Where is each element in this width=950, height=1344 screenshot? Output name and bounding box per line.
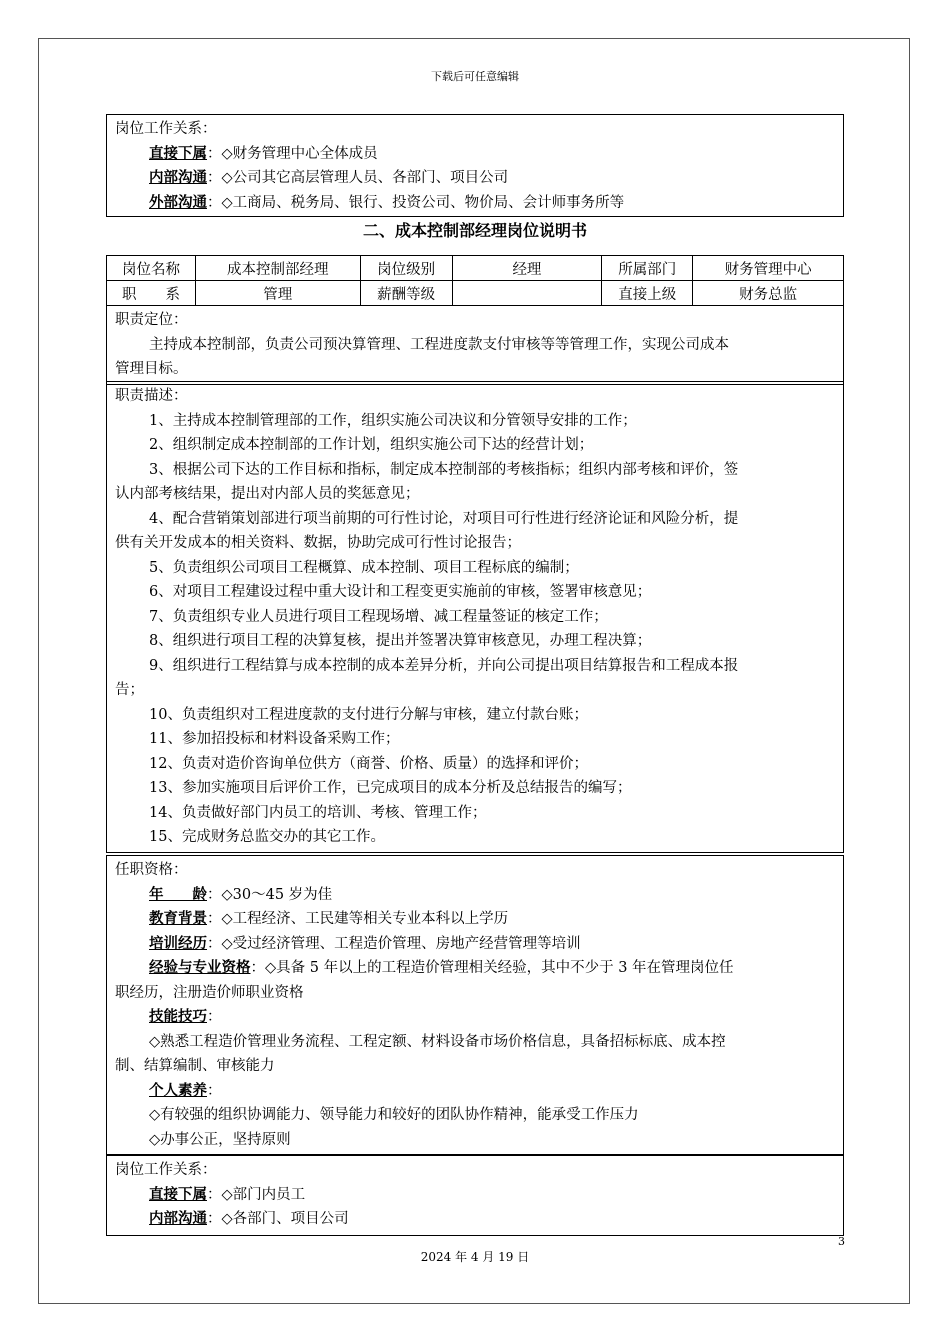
qual-label: 教育背景 <box>149 910 207 927</box>
duty-line: 供有关开发成本的相关资料、数据，协助完成可行性讨论报告； <box>115 535 521 551</box>
bottom-relation-row <box>107 1207 843 1232</box>
duty-line: 8、组织进行项目工程的决算复核，提出并签署决算审核意见，办理工程决算； <box>149 633 652 649</box>
relation-text: ：◇财务管理中心全体成员 <box>207 145 378 162</box>
duty-line: 2、组织制定成本控制部的工作计划，组织实施公司下达的经营计划； <box>149 437 594 453</box>
qualifications-box <box>106 855 844 1155</box>
positioning-line: 主持成本控制部，负责公司预决算管理、工程进度款支付审核等等管理工作，实现公司成本 <box>149 336 729 353</box>
qual-experience-cont: 职经历，注册造价师职业资格 <box>115 984 304 1001</box>
qual-text: ：◇受过经济管理、工程造价管理、房地产经营管理等培训 <box>207 935 581 952</box>
qual-label: 年 龄 <box>149 885 207 903</box>
qual-experience <box>107 956 843 981</box>
info-cell: 经理 <box>452 256 602 281</box>
duty-line: 4、配合营销策划部进行项当前期的可行性讨论，对项目可行性进行经济论证和风险分析，提 <box>149 510 739 527</box>
qual-text: ：◇具备 5 年以上的工程造价管理相关经验，其中不少于 3 年在管理岗位任 <box>250 960 734 976</box>
relation-text: ：◇公司其它高层管理人员、各部门、项目公司 <box>207 170 509 186</box>
qual-skills <box>107 1005 843 1030</box>
info-table <box>106 255 844 306</box>
qual-colon: ： <box>207 1009 222 1025</box>
duty-line: 6、对项目工程建设过程中重大设计和工程变更实施前的审核，签署审核意见； <box>149 584 652 600</box>
duty-line: 15、完成财务总监交办的其它工作。 <box>149 829 385 845</box>
qual-quality-line: ◇办事公正，坚持原则 <box>149 1131 291 1148</box>
info-cell: 管理 <box>195 281 360 306</box>
top-relation-row <box>107 191 843 216</box>
relation-label: 直接下属 <box>149 144 207 162</box>
qualifications-heading: 任职资格： <box>115 862 188 878</box>
relation-label: 内部沟通 <box>149 169 207 186</box>
duties-heading: 职责描述： <box>115 388 188 404</box>
info-cell: 成本控制部经理 <box>195 256 360 281</box>
bottom-relations-box <box>106 1155 844 1236</box>
relation-text: ：◇各部门、项目公司 <box>207 1211 349 1227</box>
info-row <box>107 256 844 281</box>
qual-text: ：◇工程经济、工民建等相关专业本科以上学历 <box>207 911 509 927</box>
positioning-line: 管理目标。 <box>115 361 188 377</box>
info-cell: 财务管理中心 <box>693 256 844 281</box>
relation-text: ：◇工商局、税务局、银行、投资公司、物价局、会计师事务所等 <box>207 194 625 211</box>
relation-label: 直接下属 <box>149 1185 207 1203</box>
section-title: 二、成本控制部经理岗位说明书 <box>362 221 587 240</box>
duty-line: 13、参加实施项目后评价工作，已完成项目的成本分析及总结报告的编写； <box>149 780 632 796</box>
qual-training <box>107 932 843 957</box>
duty-line: 7、负责组织专业人员进行项目工程现场增、减工程量签证的核定工作； <box>149 608 608 625</box>
duty-line: 12、负责对造价咨询单位供方（商誉、价格、质量）的选择和评价； <box>149 755 588 772</box>
duty-line: 14、负责做好部门内员工的培训、考核、管理工作； <box>149 804 487 821</box>
info-cell: 财务总监 <box>693 281 844 306</box>
qual-quality <box>107 1079 843 1104</box>
qual-education <box>107 907 843 932</box>
bottom-relations-heading: 岗位工作关系： <box>115 1162 217 1178</box>
top-relation-row <box>107 142 843 167</box>
info-cell: 薪酬等级 <box>360 281 452 306</box>
info-cell: 直接上级 <box>602 281 693 306</box>
positioning-heading: 职责定位： <box>115 312 188 328</box>
positioning-box <box>106 305 844 385</box>
duty-line: 3、根据公司下达的工作目标和指标，制定成本控制部的考核指标；组织内部考核和评价，签 <box>149 461 739 478</box>
qual-text: ：◇30～45 岁为佳 <box>207 886 333 903</box>
relation-text: ：◇部门内员工 <box>207 1186 306 1203</box>
duty-line: 9、组织进行工程结算与成本控制的成本差异分析，并向公司提出项目结算报告和工程成本报 <box>149 657 739 674</box>
qual-label: 技能技巧 <box>149 1008 207 1025</box>
top-relations-box <box>106 114 844 217</box>
info-cell: 所属部门 <box>602 256 693 281</box>
duty-line: 1、主持成本控制管理部的工作，组织实施公司决议和分管领导安排的工作； <box>149 412 637 429</box>
duty-line: 10、负责组织对工程进度款的支付进行分解与审核，建立付款台账； <box>149 706 588 723</box>
qual-colon: ： <box>207 1082 222 1099</box>
relation-label: 内部沟通 <box>149 1210 207 1227</box>
duty-line: 告； <box>115 682 144 698</box>
info-cell: 职 系 <box>107 281 196 306</box>
footer-date: 2024 年 4 月 19 日 <box>420 1250 530 1264</box>
qual-label: 经验与专业资格 <box>149 959 251 976</box>
top-relations-heading: 岗位工作关系： <box>115 121 217 137</box>
info-row <box>107 281 844 306</box>
info-cell: 岗位级别 <box>360 256 452 281</box>
duties-box <box>106 381 844 853</box>
top-relation-row <box>107 166 843 191</box>
duty-line: 5、负责组织公司项目工程概算、成本控制、项目工程标底的编制； <box>149 559 579 576</box>
duty-line: 认内部考核结果，提出对内部人员的奖惩意见； <box>115 486 420 502</box>
duty-line: 11、参加招投标和材料设备采购工作； <box>149 731 400 747</box>
bottom-relation-row <box>107 1183 843 1208</box>
page-number: 3 <box>838 1235 845 1248</box>
qual-label: 个人素养 <box>149 1081 207 1099</box>
qual-skill-line: 制、结算编制、审核能力 <box>115 1058 275 1074</box>
header-note: 下载后可任意编辑 <box>431 70 519 83</box>
qual-label: 培训经历 <box>149 934 207 952</box>
qual-age <box>107 883 843 908</box>
info-cell: 岗位名称 <box>107 256 196 281</box>
relation-label: 外部沟通 <box>149 193 207 211</box>
qual-quality-line: ◇有较强的组织协调能力、领导能力和较好的团队协作精神，能承受工作压力 <box>149 1107 639 1123</box>
qual-skill-line: ◇熟悉工程造价管理业务流程、工程定额、材料设备市场价格信息，具备招标标底、成本控 <box>149 1033 726 1050</box>
info-cell <box>452 281 602 306</box>
